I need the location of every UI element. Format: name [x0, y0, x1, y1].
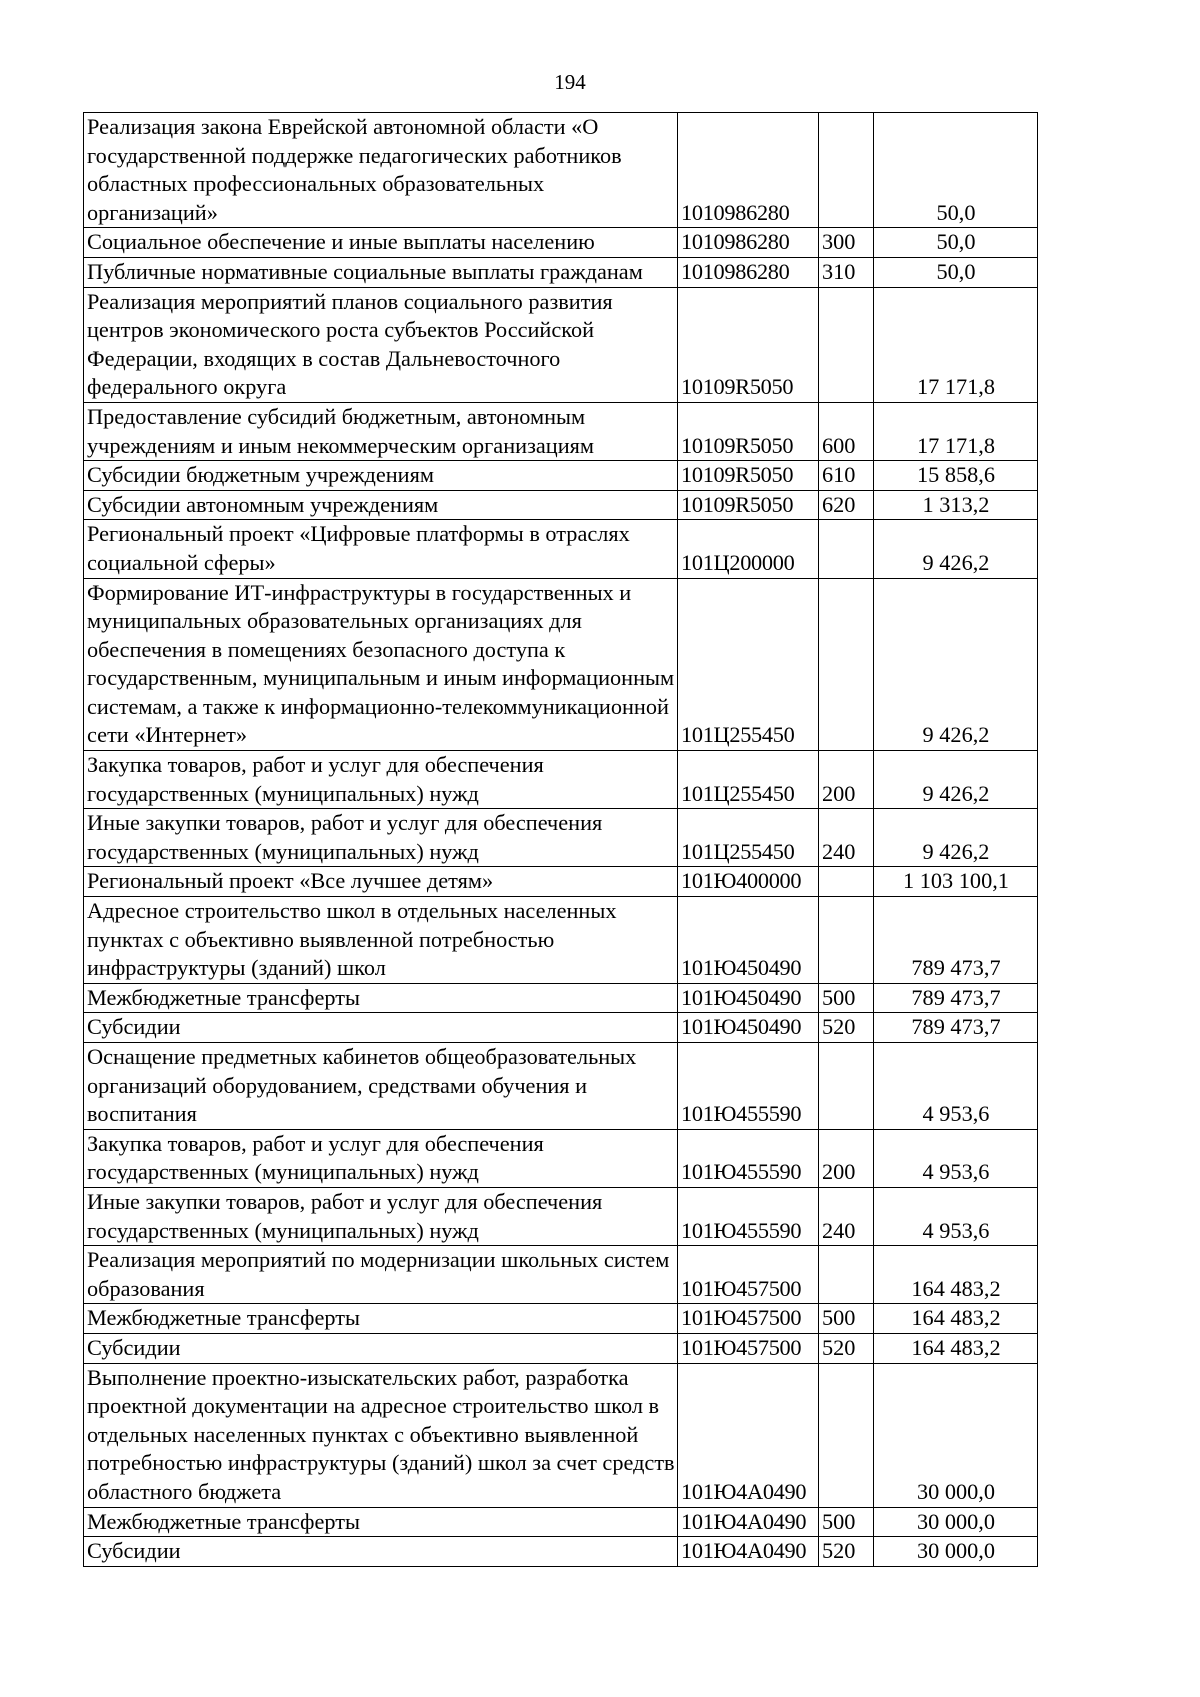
row-code-cell: 101Ю457500 [678, 1246, 819, 1304]
row-expense-type-cell [819, 520, 874, 578]
row-expense-type-cell: 240 [819, 809, 874, 867]
row-expense-type-cell: 610 [819, 461, 874, 491]
budget-table-body [84, 113, 1038, 1567]
row-expense-type-cell: 310 [819, 257, 874, 287]
row-sum-cell: 50,0 [874, 228, 1038, 258]
row-code-cell: 101Ю4А0490 [678, 1507, 819, 1537]
row-sum-cell: 789 473,7 [874, 897, 1038, 984]
row-expense-type-cell: 620 [819, 490, 874, 520]
table-row [84, 1187, 1038, 1245]
row-code-cell: 10109R5050 [678, 461, 819, 491]
row-name-cell: Закупка товаров, работ и услуг для обеспечения государственных (муниципальных) нужд [84, 751, 678, 809]
row-expense-type-cell: 300 [819, 228, 874, 258]
table-row [84, 113, 1038, 228]
row-code-cell: 101Ю457500 [678, 1304, 819, 1334]
row-name-cell: Реализация закона Еврейской автономной области «О государственной поддержке педагогических работников областных профессиональных образовательных организаций» [84, 113, 678, 228]
row-sum-cell: 4 953,6 [874, 1043, 1038, 1130]
row-code-cell: 101Ц255450 [678, 578, 819, 751]
row-name-cell: Выполнение проектно-изыскательских работ, разработка проектной документации на адресное строительство школ в отдельных населенных пунктах с объективно выявленной потребностью инфраструктуры (зданий) школ за счет средств областного бюджета [84, 1363, 678, 1507]
row-name-cell: Социальное обеспечение и иные выплаты населению [84, 228, 678, 258]
row-name-cell: Иные закупки товаров, работ и услуг для обеспечения государственных (муниципальных) нужд [84, 809, 678, 867]
row-sum-cell: 164 483,2 [874, 1304, 1038, 1334]
row-code-cell: 101Ю450490 [678, 983, 819, 1013]
row-expense-type-cell: 600 [819, 402, 874, 460]
row-sum-cell: 15 858,6 [874, 461, 1038, 491]
row-name-cell: Адресное строительство школ в отдельных населенных пунктах с объективно выявленной потребностью инфраструктуры (зданий) школ [84, 897, 678, 984]
row-expense-type-cell [819, 1043, 874, 1130]
row-name-cell: Формирование ИТ-инфраструктуры в государственных и муниципальных образовательных организациях для обеспечения в помещениях безопасного доступа к государственным, муниципальным и иным информационным системам, а также к информационно-телекоммуникационной сети «Интернет» [84, 578, 678, 751]
row-code-cell: 1010986280 [678, 228, 819, 258]
row-sum-cell: 17 171,8 [874, 402, 1038, 460]
row-code-cell: 101Ю455590 [678, 1187, 819, 1245]
row-name-cell: Субсидии [84, 1537, 678, 1567]
row-sum-cell: 9 426,2 [874, 578, 1038, 751]
row-code-cell: 101Ц255450 [678, 751, 819, 809]
row-name-cell: Межбюджетные трансферты [84, 983, 678, 1013]
row-code-cell: 101Ю4А0490 [678, 1537, 819, 1567]
row-name-cell: Субсидии автономным учреждениям [84, 490, 678, 520]
row-name-cell: Закупка товаров, работ и услуг для обеспечения государственных (муниципальных) нужд [84, 1129, 678, 1187]
row-sum-cell: 789 473,7 [874, 1013, 1038, 1043]
row-name-cell: Межбюджетные трансферты [84, 1304, 678, 1334]
table-row [84, 228, 1038, 258]
table-row [84, 809, 1038, 867]
row-sum-cell: 4 953,6 [874, 1187, 1038, 1245]
row-sum-cell: 30 000,0 [874, 1537, 1038, 1567]
row-expense-type-cell: 520 [819, 1537, 874, 1567]
row-sum-cell: 164 483,2 [874, 1333, 1038, 1363]
row-expense-type-cell: 500 [819, 983, 874, 1013]
table-row [84, 490, 1038, 520]
table-row [84, 751, 1038, 809]
row-expense-type-cell [819, 867, 874, 897]
row-name-cell: Региональный проект «Цифровые платформы в отраслях социальной сферы» [84, 520, 678, 578]
row-code-cell: 101Ю455590 [678, 1129, 819, 1187]
row-name-cell: Оснащение предметных кабинетов общеобразовательных организаций оборудованием, средствами обучения и воспитания [84, 1043, 678, 1130]
page-number: 194 [554, 70, 586, 94]
row-sum-cell: 9 426,2 [874, 809, 1038, 867]
table-row [84, 287, 1038, 402]
row-code-cell: 10109R5050 [678, 490, 819, 520]
row-sum-cell: 164 483,2 [874, 1246, 1038, 1304]
row-code-cell: 101Ю4А0490 [678, 1363, 819, 1507]
row-expense-type-cell: 200 [819, 1129, 874, 1187]
table-row [84, 578, 1038, 751]
row-expense-type-cell: 520 [819, 1013, 874, 1043]
row-sum-cell: 50,0 [874, 113, 1038, 228]
row-code-cell: 101Ю450490 [678, 1013, 819, 1043]
row-code-cell: 1010986280 [678, 113, 819, 228]
table-row [84, 867, 1038, 897]
row-name-cell: Субсидии [84, 1013, 678, 1043]
row-name-cell: Предоставление субсидий бюджетным, автономным учреждениям и иным некоммерческим организациям [84, 402, 678, 460]
table-row [84, 1304, 1038, 1334]
row-expense-type-cell: 520 [819, 1333, 874, 1363]
row-name-cell: Публичные нормативные социальные выплаты гражданам [84, 257, 678, 287]
row-name-cell: Субсидии бюджетным учреждениям [84, 461, 678, 491]
table-row [84, 1537, 1038, 1567]
row-code-cell: 101Ц255450 [678, 809, 819, 867]
row-name-cell: Реализация мероприятий планов социального развития центров экономического роста субъектов Российской Федерации, входящих в состав Дальневосточного федерального округа [84, 287, 678, 402]
row-sum-cell: 9 426,2 [874, 751, 1038, 809]
row-code-cell: 101Ю400000 [678, 867, 819, 897]
table-row [84, 1043, 1038, 1130]
row-expense-type-cell [819, 113, 874, 228]
row-name-cell: Субсидии [84, 1333, 678, 1363]
row-sum-cell: 30 000,0 [874, 1507, 1038, 1537]
row-code-cell: 1010986280 [678, 257, 819, 287]
row-sum-cell: 789 473,7 [874, 983, 1038, 1013]
row-expense-type-cell [819, 287, 874, 402]
table-row [84, 897, 1038, 984]
row-sum-cell: 1 103 100,1 [874, 867, 1038, 897]
row-code-cell: 101Ю457500 [678, 1333, 819, 1363]
table-row [84, 1507, 1038, 1537]
table-row [84, 1129, 1038, 1187]
row-sum-cell: 1 313,2 [874, 490, 1038, 520]
budget-table [83, 112, 1038, 1567]
row-expense-type-cell: 240 [819, 1187, 874, 1245]
row-sum-cell: 17 171,8 [874, 287, 1038, 402]
row-sum-cell: 4 953,6 [874, 1129, 1038, 1187]
row-sum-cell: 30 000,0 [874, 1363, 1038, 1507]
table-row [84, 257, 1038, 287]
row-expense-type-cell [819, 1246, 874, 1304]
row-name-cell: Межбюджетные трансферты [84, 1507, 678, 1537]
table-row [84, 1363, 1038, 1507]
row-name-cell: Иные закупки товаров, работ и услуг для обеспечения государственных (муниципальных) нужд [84, 1187, 678, 1245]
row-expense-type-cell: 500 [819, 1304, 874, 1334]
table-row [84, 983, 1038, 1013]
row-code-cell: 10109R5050 [678, 402, 819, 460]
row-expense-type-cell: 500 [819, 1507, 874, 1537]
row-code-cell: 101Ю450490 [678, 897, 819, 984]
row-expense-type-cell [819, 578, 874, 751]
table-row [84, 461, 1038, 491]
table-row [84, 520, 1038, 578]
table-row [84, 1246, 1038, 1304]
row-expense-type-cell [819, 897, 874, 984]
row-code-cell: 101Ю455590 [678, 1043, 819, 1130]
row-sum-cell: 9 426,2 [874, 520, 1038, 578]
row-name-cell: Реализация мероприятий по модернизации школьных систем образования [84, 1246, 678, 1304]
row-expense-type-cell [819, 1363, 874, 1507]
row-sum-cell: 50,0 [874, 257, 1038, 287]
row-name-cell: Региональный проект «Все лучшее детям» [84, 867, 678, 897]
table-row [84, 402, 1038, 460]
row-code-cell: 10109R5050 [678, 287, 819, 402]
row-code-cell: 101Ц200000 [678, 520, 819, 578]
table-row [84, 1013, 1038, 1043]
row-expense-type-cell: 200 [819, 751, 874, 809]
table-row [84, 1333, 1038, 1363]
